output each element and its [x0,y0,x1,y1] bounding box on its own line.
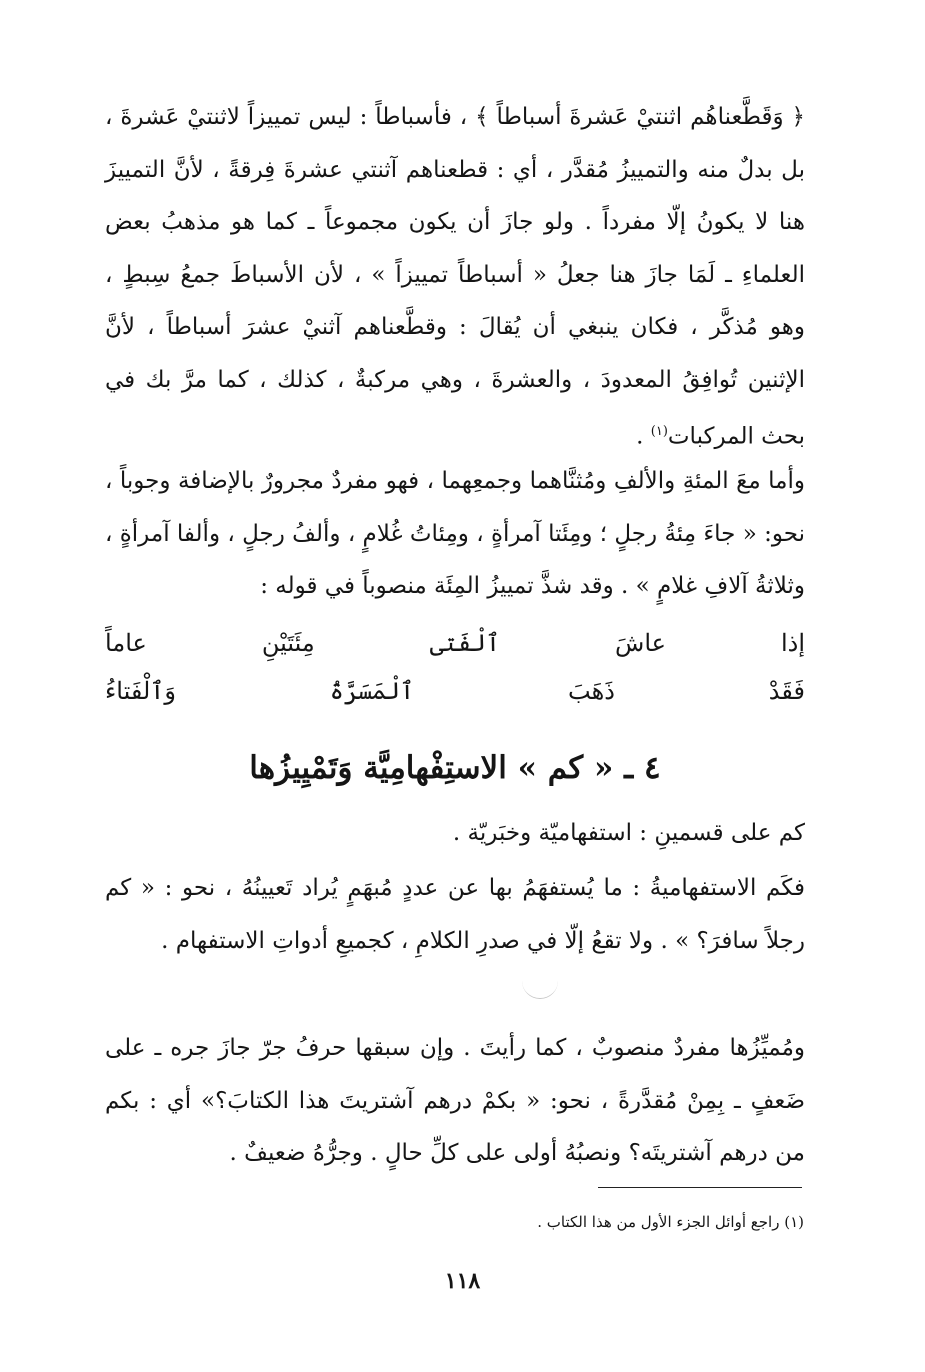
paragraph-kam-specifier: ومُميِّزُها مفردٌ منصوبٌ ، كما رأيتَ . وإن سبقها حرفُ جرّ جازَ جره ـ على ضَعفٍ ـ بِمِنْ مُقدَّرةً ، نحو: « بكمْ درهم آشتريتَ هذا الكتابَ؟» أي : بكم من درهم آشتريتَه؟ ونصبُهُ أولى على كلِّ حالٍ . وجرُّهُ ضعيفٌ . [105,1035,805,1166]
scan-smudge [522,972,558,999]
paragraph-kam-types: كم على قسمينِ : استفهاميّة وخبَريّة . [452,820,805,846]
footnote-reference: (١) [650,424,668,439]
verse-word: فَقَدْ [768,677,805,705]
paragraph-kam-interrogative: فكَم الاستفهاميةُ : ما يُستفهَمُ بها عن عددٍ مُبهَمٍ يُراد تَعيينُهُ ، نحو : « كم رجلاً سافرَ؟ » . ولا تقعُ إلّا في صدرِ الكلامِ ، كجميعِ أدواتِ الاستفهام . [105,875,805,954]
page-number: ١١٨ [444,1268,481,1294]
verse-word: ٱلْمَسَرَّةُ [329,677,415,705]
paragraph-asbatan [105,91,805,463]
verse-word: وَٱلْفَتاءُ [105,677,176,705]
paragraph-mia-alf: وأما معَ المئةِ والألفِ ومُثنَّاهما وجمعِهما ، فهو مفردٌ مجرورٌ بالإضافة وجوباً ، نحو: « جاءَ مِئةُ رجلٍ ؛ ومِئَتا آمرأةٍ ، ومِئاتُ غُلامٍ ، وألفُ رجلٍ ، وألفا آمرأةٍ ، وثلاثةُ آلافِ غلامٍ » . وقد شذَّ تمييزُ المِئَة منصوباً في قوله : [105,468,805,599]
verse-word: مِئَتَيْنِ [261,629,315,657]
footnote: (١) راجع أوائل الجزء الأول من هذا الكتاب . [537,1213,804,1231]
verse-second-hemistich [105,665,805,717]
verse-word: ذَهَبَ [568,677,615,705]
paragraph-text: ﴿ وَقَطَّعناهُم اثنتيْ عَشرةَ أسباطاً ﴾ ، فأسباطاً : ليس تمييزاً لاثنتيْ عَشرةَ ، بل بدلٌ منه والتمييزُ مُقدَّر ، أي : قطعناهم آثنتي عشرةَ فِرقةً ، لأنَّ التمييزَ هنا لا يكونُ إلّا مفرداً . ولو جازَ أن يكون مجموعاً ـ كما هو مذهبُ بعض العلماءِ ـ لَمَا جازَ هنا جعلُ « أسباطاً تمييزاً » ، لأن الأسباطَ جمعُ سِبطٍ ، وهو مُذكَّر ، فكان ينبغي أن يُقالَ : وقطَّعناهم آثنيْ عشرَ أسباطاً ، لأنَّ الإثنين تُوافِقُ المعدودَ ، والعشرةَ ، وهي مركبةٌ ، كذلك ، كما مرَّ بك في بحث المركبات [105,104,805,450]
footnote-divider [598,1187,802,1188]
paragraph-end: . [636,423,651,450]
verse-word: إذا [780,629,805,657]
section-heading: ٤ ـ « كم » الاستِفْهامِيَّة وَتَمْيِيزُها [249,750,661,786]
verse-first-hemistich [105,617,805,669]
verse-word: عاشَ [615,629,666,657]
verse-word: ٱلْفَتى [429,629,501,657]
verse-word: عاماً [105,629,147,657]
